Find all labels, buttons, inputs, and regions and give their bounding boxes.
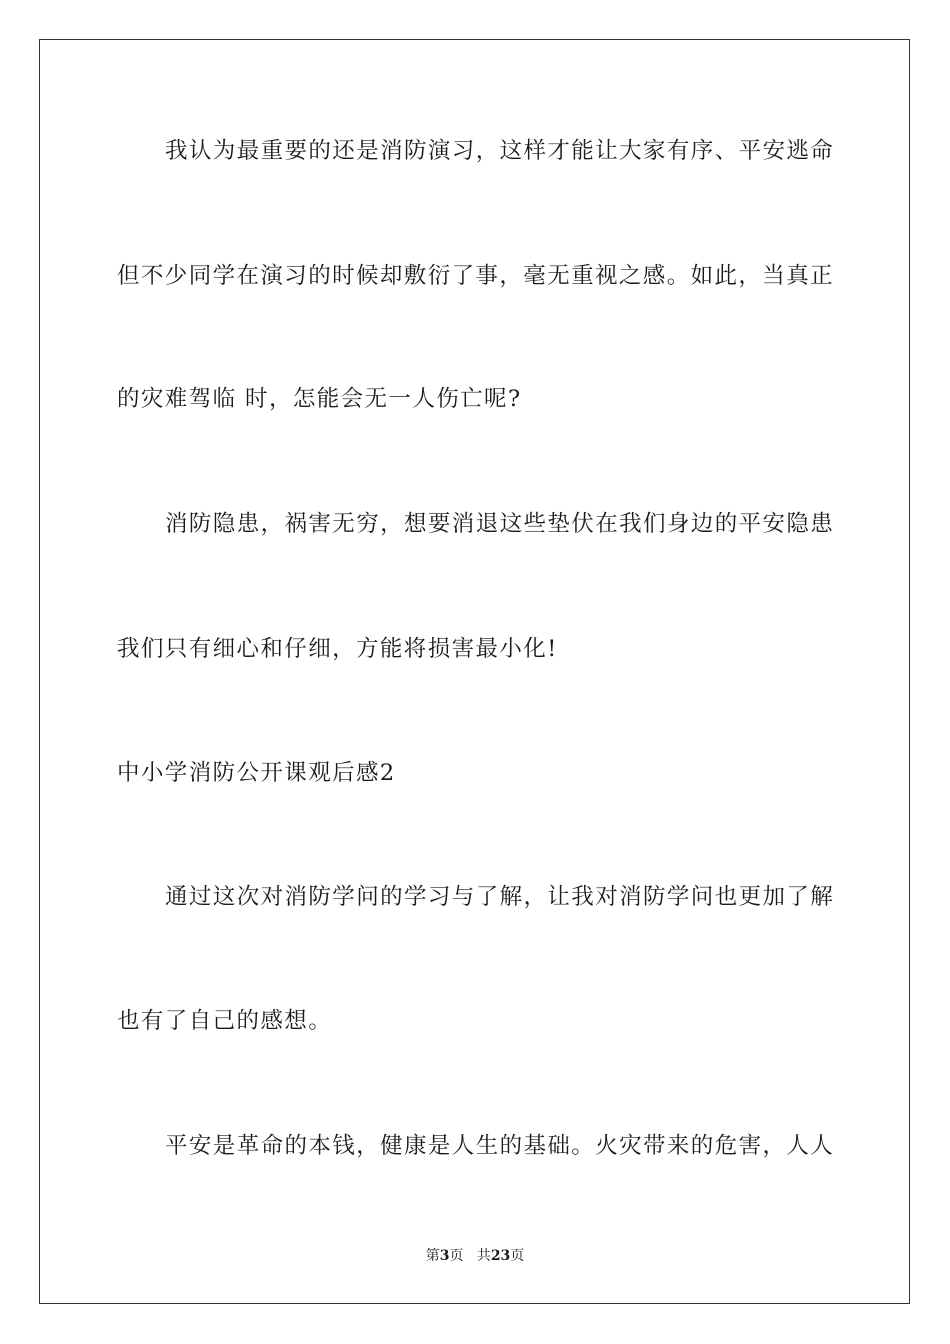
page-prefix: 第	[425, 1248, 440, 1264]
paragraph-line-2: 但不少同学在演习的时候却敷衍了事，毫无重视之感。如此，当真正	[117, 263, 835, 289]
paragraph-line-3: 的灾难驾临 时，怎能会无一人伤亡呢?	[117, 386, 522, 412]
current-page-number: 3	[439, 1248, 450, 1264]
page-suffix: 页	[449, 1248, 464, 1264]
page-footer	[0, 1247, 950, 1265]
paragraph-line-5: 我们只有细心和仔细，方能将损害最小化!	[117, 636, 558, 662]
total-pages-number: 23	[490, 1248, 511, 1264]
paragraph-line-4: 消防隐患，祸害无穷，想要消退这些垫伏在我们身边的平安隐患	[165, 511, 835, 537]
total-prefix: 共	[476, 1248, 491, 1264]
paragraph-line-8: 平安是革命的本钱，健康是人生的基础。火灾带来的危害，人人	[165, 1133, 835, 1159]
page-border	[39, 39, 910, 1304]
paragraph-line-6: 通过这次对消防学问的学习与了解，让我对消防学问也更加了解	[165, 884, 835, 910]
section-heading: 中小学消防公开课观后感2	[117, 760, 396, 786]
total-suffix: 页	[510, 1248, 525, 1264]
paragraph-line-7: 也有了自己的感想。	[117, 1008, 333, 1034]
paragraph-line-1: 我认为最重要的还是消防演习，这样才能让大家有序、平安逃命	[165, 138, 835, 164]
